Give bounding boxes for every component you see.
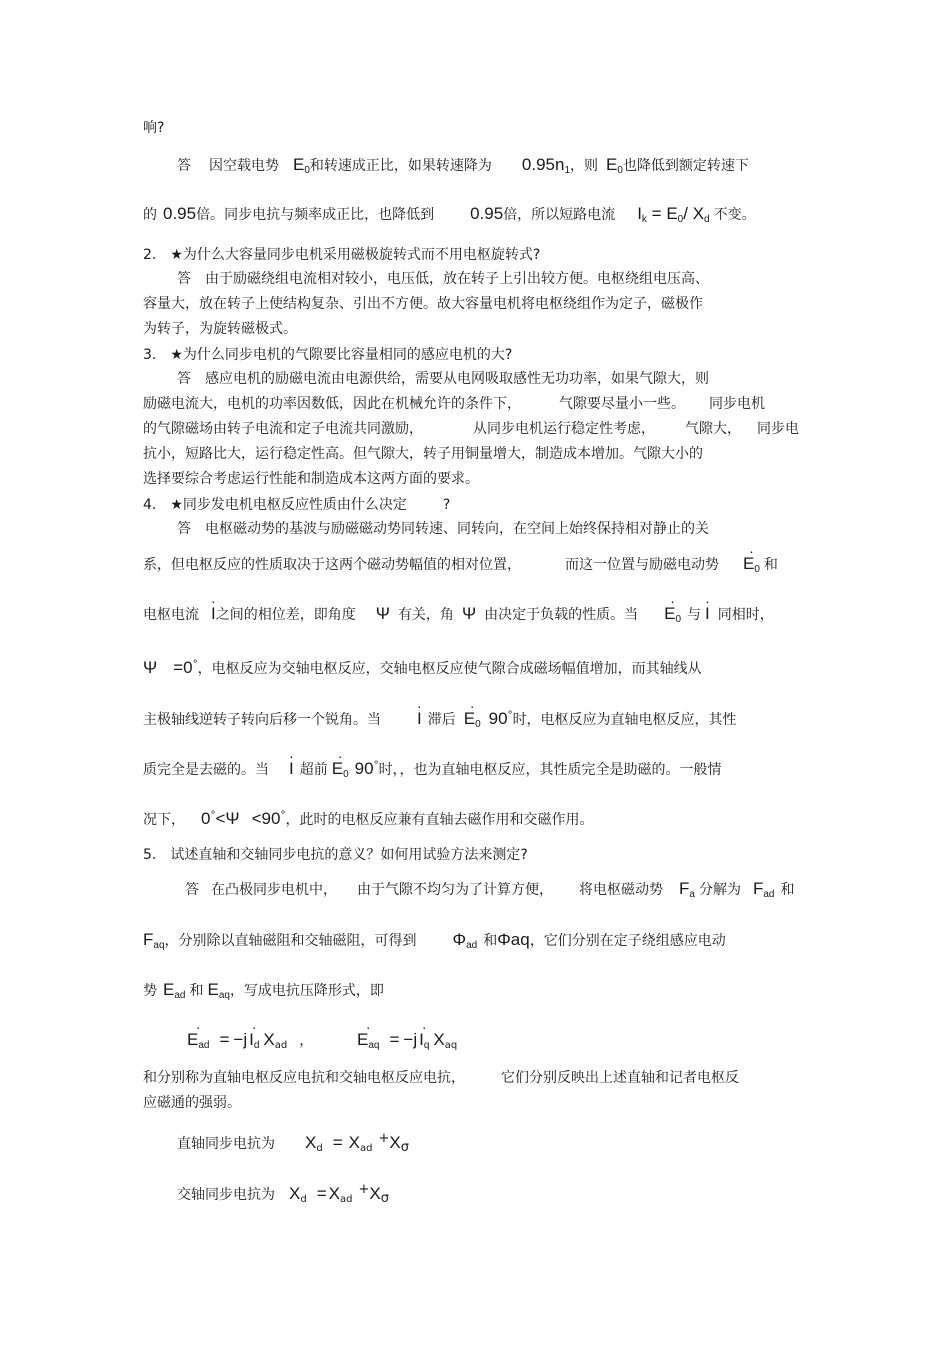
e0-phasor: · $E_0$	[743, 554, 760, 580]
i-phasor: · I	[417, 709, 422, 729]
text: 倍，所以短路电流	[503, 207, 616, 223]
fa-symbol: $F_a$	[679, 879, 695, 900]
equation-eaq: · $E_{aq} = -j\cdot I_q$ $X_{aq}$	[357, 1030, 457, 1056]
q5-answer-1: 答 在凸极同步电机中， 由于气隙不均匀为了计算方便， 将电枢磁动势 $F_a$ 分解为 $F_{ad}$ 和	[185, 879, 795, 900]
i-phasor: · I	[289, 759, 294, 779]
text: 不变。	[713, 207, 756, 223]
q4-answer-3: 电枢电流· I之间的相位差，即角度 Ψ 有关，角 Ψ 由决定于负载的性质。当· $E_0$ 与· I 同相时，	[143, 604, 774, 630]
answer-label: 答	[177, 158, 191, 174]
i-phasor: · I	[211, 604, 216, 624]
q1-answer-line-1	[177, 155, 749, 181]
value: 0.95	[163, 204, 197, 223]
psi-symbol: Ψ	[375, 604, 390, 623]
text: 也降低到额定转速下	[622, 158, 749, 174]
text: ，则	[570, 158, 599, 174]
q3-answer-3: 的气隙磁场由转子电流和定子电流共同激励， 从同步电机运行稳定性考虑， 气隙大， 同步电	[143, 421, 799, 437]
q5-answer-6: 应磁通的强弱。	[143, 1095, 241, 1111]
value: 0.95	[470, 204, 504, 223]
q2-answer-1: 答 由于励磁绕组电流相对较小，电压低，放在转子上引出较方便。电枢绕组电压高、	[177, 271, 709, 287]
psi-symbol: Ψ	[461, 604, 477, 623]
q4-answer-4: Ψ =0°，电枢反应为交轴电枢反应，交轴电枢反应使气隙合成磁场幅值增加，而其轴线从	[143, 658, 702, 677]
faq-symbol: $F_{aq}$	[143, 930, 165, 951]
q2-answer-2: 容量大，放在转子上使结构复杂、引出不方便。故大容量电机将电枢绕组作为定子，磁极作	[143, 296, 703, 312]
q3-answer-1: 答 感应电机的励磁电流由电源供给，需要从电网吸取感性无功功率，如果气隙大，则	[177, 371, 709, 387]
q5-answer-5: 和分别称为直轴电枢反应电抗和交轴电枢反应电抗， 它们分别反映出上述直轴和记者电枢反	[143, 1070, 739, 1086]
line-1	[143, 118, 164, 138]
e0-phasor: · $E_0$	[664, 604, 681, 630]
e0-symbol: $E_0$	[606, 155, 623, 176]
q1-answer-line-2	[143, 204, 756, 230]
q3-answer-2: 励磁电流大，电机的功率因数低，因此在机械允许的条件下， 气隙要尽量小一些。 同步电机	[143, 396, 765, 412]
phi-ad-symbol: $\Phi_{ad}$	[452, 930, 478, 951]
xq-definition: 交轴同步电抗为 $X_d = X_{ad}^+X_\sigma$	[177, 1182, 389, 1206]
ead-symbol: $E_{ad}$	[163, 980, 186, 1001]
q4-answer-1: 答 电枢磁动势的基波与励磁磁动势同转速、同转向，在空间上始终保持相对静止的关	[177, 521, 709, 537]
text: 倍。同步电抗与频率成正比，也降低到	[196, 207, 435, 223]
q5-answer-2: $F_{aq}$，分别除以直轴磁阻和交轴磁阻，可得到 $\Phi_{ad}$ 和Φaq，它们分别在定子绕组感应电动	[143, 930, 726, 951]
q5-answer-3: 势 $E_{ad}$ 和 $E_{aq}$，写成电抗压降形式，即	[143, 980, 384, 1001]
text: 因空载电势	[209, 158, 279, 174]
q5-title: 5. 试述直轴和交轴同步电抗的意义？如何用试验方法来测定?	[143, 847, 528, 863]
q4-answer-2: 系，但电枢反应的性质取决于这两个磁动势幅值的相对位置， 而这一位置与励磁电动势· $E_0$ 和	[143, 554, 778, 580]
phi-aq-symbol: Φaq	[497, 930, 530, 949]
text: 的	[143, 207, 157, 223]
psi-symbol: Ψ	[225, 809, 240, 828]
equation-ead: · $E_{ad} = -j\cdot I_d$ $X_{ad}$ ，	[187, 1030, 313, 1056]
short-circuit-formula: $I_k = E_0/$ $X_d$	[637, 204, 710, 225]
q2-title: 2. ★为什么大容量同步电机采用磁极旋转式而不用电枢旋转式?	[143, 247, 541, 263]
speed-value: $0.95n_1$	[521, 155, 571, 176]
text: 和转速成正比，如果转速降为	[309, 158, 492, 174]
q4-answer-7: 况下， 0°<Ψ <90°，此时的电枢反应兼有直轴去磁作用和交磁作用。	[143, 809, 594, 828]
e0-phasor: · $E_0$	[332, 759, 349, 785]
q4-answer-5: 主极轴线逆转子转向后移一个锐角。当· I 滞后· $E_0$ 90°时，电枢反应为直轴电枢反应，其性	[143, 706, 737, 735]
xd-definition: 直轴同步电抗为 $X_d = X_{ad}^+X_\sigma$	[177, 1131, 409, 1155]
eaq-symbol: $E_{aq}$	[207, 980, 230, 1001]
text: 响?	[143, 120, 165, 136]
fad-symbol: $F_{ad}$	[752, 879, 775, 900]
q3-answer-4: 抗小，短路比大，运行稳定性高。但气隙大，转子用铜量增大，制造成本增加。气隙大小的	[143, 446, 703, 462]
e0-phasor: · $E_0$	[464, 709, 481, 735]
psi-symbol: Ψ	[143, 658, 158, 677]
q4-answer-6: 质完全是去磁的。当· I 超前· $E_0$ 90°时，，也为直轴电枢反应，其性质完全是助磁的。一般情	[143, 756, 722, 785]
q3-title: 3. ★为什么同步电机的气隙要比容量相同的感应电机的大?	[143, 347, 513, 363]
q3-answer-5: 选择要综合考虑运行性能和制造成本这两方面的要求。	[143, 471, 479, 487]
i-phasor: · I	[705, 604, 710, 624]
q2-answer-3: 为转子，为旋转磁极式。	[143, 321, 297, 337]
e0-symbol: $E_0$	[293, 155, 310, 176]
q4-title: 4. ★同步发电机电枢反应性质由什么决定 ?	[143, 497, 451, 513]
